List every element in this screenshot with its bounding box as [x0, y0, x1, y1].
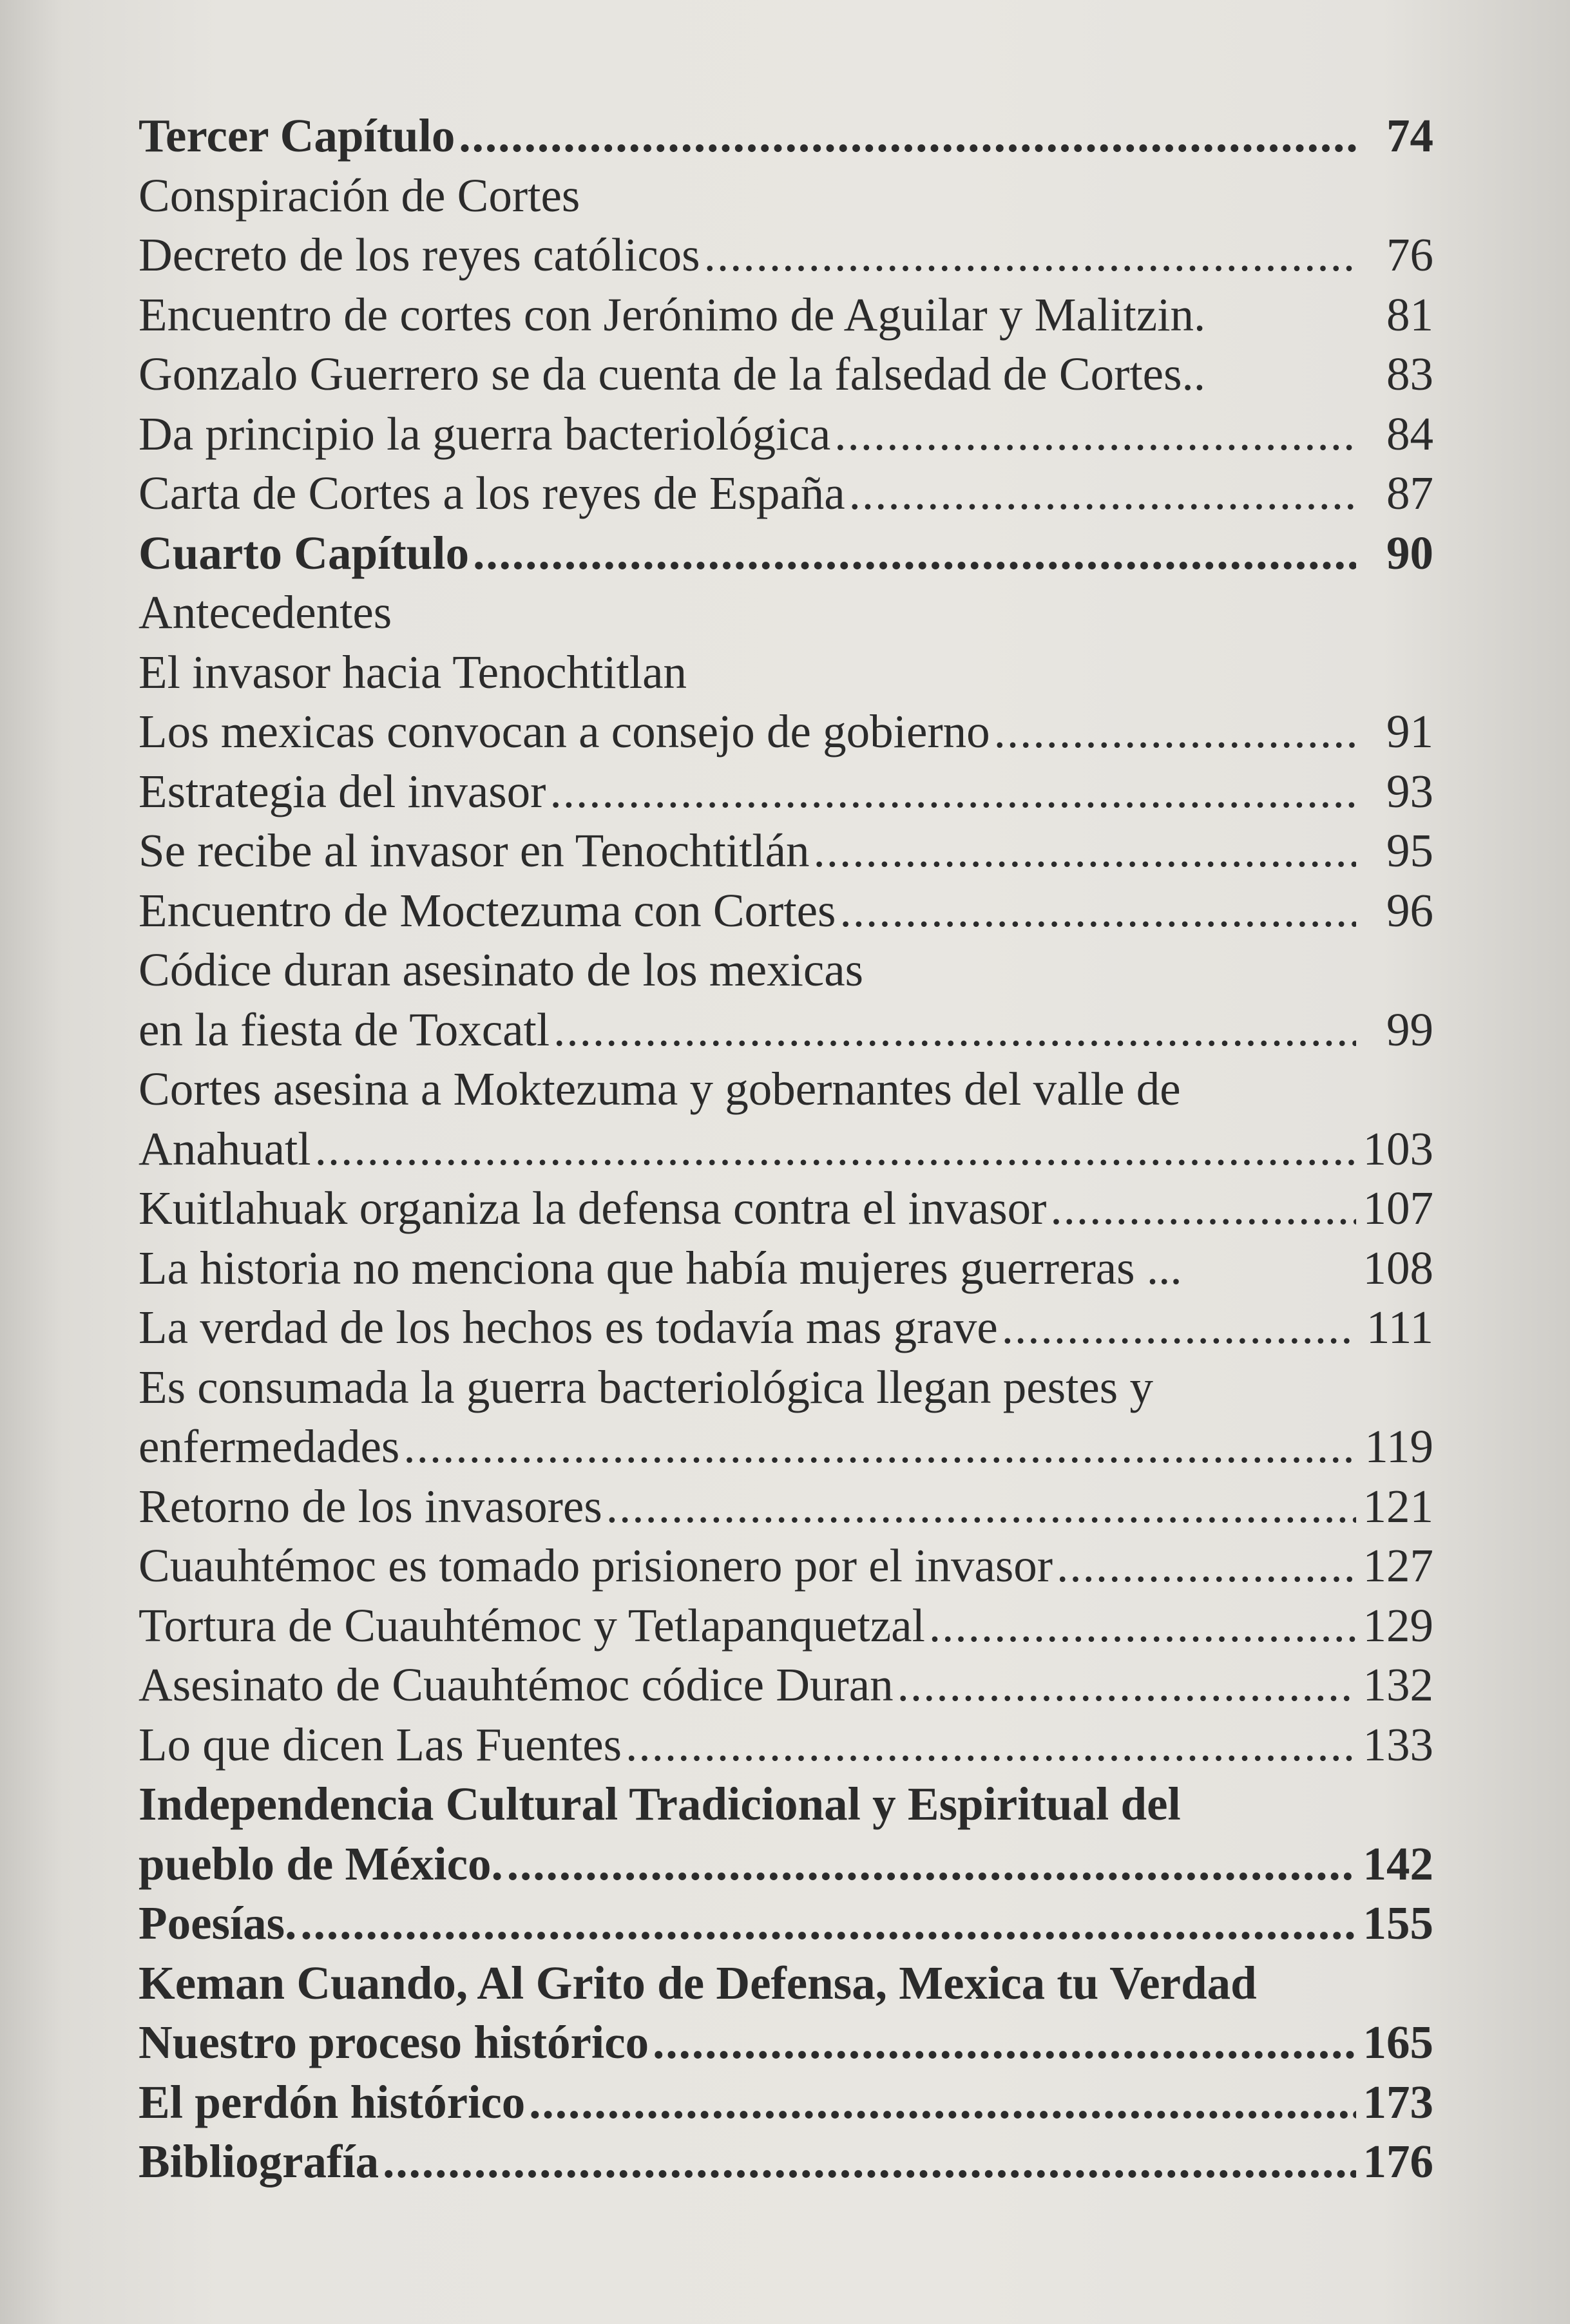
toc-entry-title: Bibliografía — [139, 2135, 379, 2187]
toc-page-number: 84 — [1386, 407, 1433, 460]
toc-page-number: 91 — [1386, 705, 1433, 757]
toc-entry-title: Keman Cuando, Al Grito de Defensa, Mexica tu Verdad — [139, 1956, 1257, 2009]
toc-dot-leader — [550, 762, 1356, 821]
toc-entry — [139, 1477, 1433, 1536]
toc-dot-leader — [473, 524, 1356, 583]
toc-entry — [139, 166, 1433, 225]
toc-page-number: 119 — [1364, 1420, 1433, 1472]
toc-dot-leader — [1002, 1298, 1356, 1357]
toc-dot-leader — [814, 821, 1356, 881]
toc-page-number: 96 — [1386, 884, 1433, 937]
toc-entry-title: Tercer Capítulo — [139, 110, 455, 162]
toc-dot-leader — [897, 1655, 1356, 1715]
toc-page-number: 133 — [1363, 1718, 1433, 1771]
toc-entry — [139, 762, 1433, 821]
toc-entry — [139, 2132, 1433, 2191]
toc-entry-title: pueblo de México. — [139, 1837, 503, 1890]
toc-entry — [139, 1179, 1433, 1238]
toc-entry-title: Da principio la guerra bacteriológica — [139, 407, 831, 460]
toc-entry — [139, 1358, 1433, 1417]
toc-dot-leader — [606, 1477, 1356, 1536]
toc-dot-leader — [1057, 1536, 1356, 1595]
toc-entry-title: Retorno de los invasores — [139, 1480, 602, 1532]
toc-entry-title: Lo que dicen Las Fuentes — [139, 1718, 622, 1771]
toc-page-number: 95 — [1386, 824, 1433, 877]
toc-entry-title: Es consumada la guerra bacteriológica llegan pestes y — [139, 1360, 1153, 1413]
toc-page-number: 173 — [1363, 2075, 1433, 2128]
toc-entry-title: Antecedentes — [139, 586, 392, 638]
toc-entry — [139, 583, 1433, 642]
toc-entry-title: Gonzalo Guerrero se da cuenta de la falsedad de Cortes.. — [139, 348, 1205, 400]
toc-entry-title: en la fiesta de Toxcatl — [139, 1003, 550, 1056]
toc-entry — [139, 821, 1433, 881]
toc-entry — [139, 1834, 1433, 1894]
toc-page-number: 83 — [1386, 348, 1433, 400]
toc-entry — [139, 464, 1433, 523]
toc-page-number: 176 — [1363, 2135, 1433, 2187]
toc-page-number: 121 — [1363, 1480, 1433, 1532]
toc-page-number: 90 — [1386, 526, 1433, 579]
toc-page-number: 108 — [1363, 1241, 1433, 1294]
toc-dot-leader — [315, 1119, 1356, 1179]
toc-entry-title: Decreto de los reyes católicos — [139, 229, 700, 281]
toc-entry — [139, 106, 1433, 166]
toc-entry-title: Independencia Cultural Tradicional y Espiritual del — [139, 1778, 1181, 1830]
toc-entry — [139, 1536, 1433, 1595]
toc-entry — [139, 1596, 1433, 1655]
toc-page-number: 81 — [1386, 288, 1433, 341]
toc-dot-leader — [626, 1715, 1356, 1775]
toc-entry-title: Tortura de Cuauhtémoc y Tetlapanquetzal — [139, 1599, 925, 1652]
toc-entry-title: El perdón histórico — [139, 2075, 526, 2128]
toc-page-number: 127 — [1363, 1539, 1433, 1592]
toc-entry-title: Anahuatl — [139, 1122, 311, 1175]
toc-entry — [139, 1954, 1433, 2013]
toc-dot-leader — [1050, 1179, 1356, 1238]
toc-page-number: 132 — [1363, 1659, 1433, 1711]
toc-entry-title: Códice duran asesinato de los mexicas — [139, 944, 864, 996]
toc-entry-title: Encuentro de Moctezuma con Cortes — [139, 884, 836, 937]
toc-dot-leader — [653, 2013, 1356, 2072]
toc-dot-leader — [553, 1000, 1356, 1060]
toc-entry-title: Se recibe al invasor en Tenochtitlán — [139, 824, 810, 877]
toc-entry — [139, 1715, 1433, 1775]
toc-dot-leader — [834, 405, 1356, 464]
toc-entry-title: Nuestro proceso histórico — [139, 2016, 649, 2068]
toc-page-number: 76 — [1386, 229, 1433, 281]
toc-entry — [139, 1119, 1433, 1179]
toc-page-number: 93 — [1386, 765, 1433, 817]
toc-entry — [139, 1655, 1433, 1715]
toc-entry — [139, 1000, 1433, 1060]
toc-entry — [139, 225, 1433, 285]
toc-entry — [139, 1894, 1433, 1953]
toc-entry-title: La verdad de los hechos es todavía mas grave — [139, 1301, 998, 1353]
toc-entry — [139, 1417, 1433, 1476]
toc-entry-title: Kuitlahuak organiza la defensa contra el invasor — [139, 1182, 1047, 1234]
toc-page-number: 142 — [1363, 1837, 1433, 1890]
toc-dot-leader — [383, 2132, 1356, 2191]
toc-entry — [139, 1298, 1433, 1357]
toc-dot-leader — [529, 2073, 1356, 2132]
toc-dot-leader — [839, 881, 1356, 940]
toc-dot-leader — [403, 1417, 1356, 1476]
toc-entry — [139, 702, 1433, 761]
toc-dot-leader — [300, 1894, 1356, 1953]
toc-page-number: 103 — [1363, 1122, 1433, 1175]
toc-dot-leader — [459, 106, 1356, 166]
toc-entry — [139, 405, 1433, 464]
toc-entry — [139, 285, 1433, 345]
toc-entry-title: La historia no menciona que había mujeres guerreras ... — [139, 1241, 1182, 1294]
toc-entry-title: Asesinato de Cuauhtémoc códice Duran — [139, 1659, 894, 1711]
toc-entry-title: Conspiración de Cortes — [139, 169, 580, 222]
toc-entry — [139, 643, 1433, 702]
toc-entry-title: Cortes asesina a Moktezuma y gobernantes del valle de — [139, 1063, 1181, 1115]
toc-entry — [139, 2013, 1433, 2072]
toc-entry — [139, 1060, 1433, 1119]
toc-entry-title: Cuauhtémoc es tomado prisionero por el invasor — [139, 1539, 1053, 1592]
toc-entry — [139, 1775, 1433, 1834]
toc-dot-leader — [994, 702, 1356, 761]
toc-entry — [139, 345, 1433, 404]
toc-page-number: 129 — [1363, 1599, 1433, 1652]
toc-entry-title: Poesías. — [139, 1897, 297, 1949]
toc-page-number: 165 — [1363, 2016, 1433, 2068]
toc-dot-leader — [704, 225, 1356, 285]
toc-page-number: 107 — [1363, 1182, 1433, 1234]
toc-entry-title: Cuarto Capítulo — [139, 526, 470, 579]
toc-entry-title: Los mexicas convocan a consejo de gobierno — [139, 705, 990, 757]
toc-page-number: 111 — [1366, 1301, 1433, 1353]
toc-entry-title: enfermedades — [139, 1420, 400, 1472]
toc-page-number: 87 — [1386, 467, 1433, 519]
toc-entry-title: Estrategia del invasor — [139, 765, 546, 817]
toc-entry — [139, 881, 1433, 940]
toc-entry-title: Encuentro de cortes con Jerónimo de Aguilar y Malitzin. — [139, 288, 1206, 341]
toc-page-number: 99 — [1386, 1003, 1433, 1056]
toc-dot-leader — [507, 1834, 1356, 1894]
toc-entry-title: Carta de Cortes a los reyes de España — [139, 467, 845, 519]
toc-dot-leader — [849, 464, 1356, 523]
toc-dot-leader — [929, 1596, 1356, 1655]
toc-entry — [139, 940, 1433, 1000]
toc-entry — [139, 2073, 1433, 2132]
toc-page-number: 74 — [1386, 110, 1433, 162]
toc-entry — [139, 524, 1433, 583]
toc-page-number: 155 — [1363, 1897, 1433, 1949]
toc-entry-title: El invasor hacia Tenochtitlan — [139, 645, 687, 698]
toc-entry — [139, 1239, 1433, 1298]
